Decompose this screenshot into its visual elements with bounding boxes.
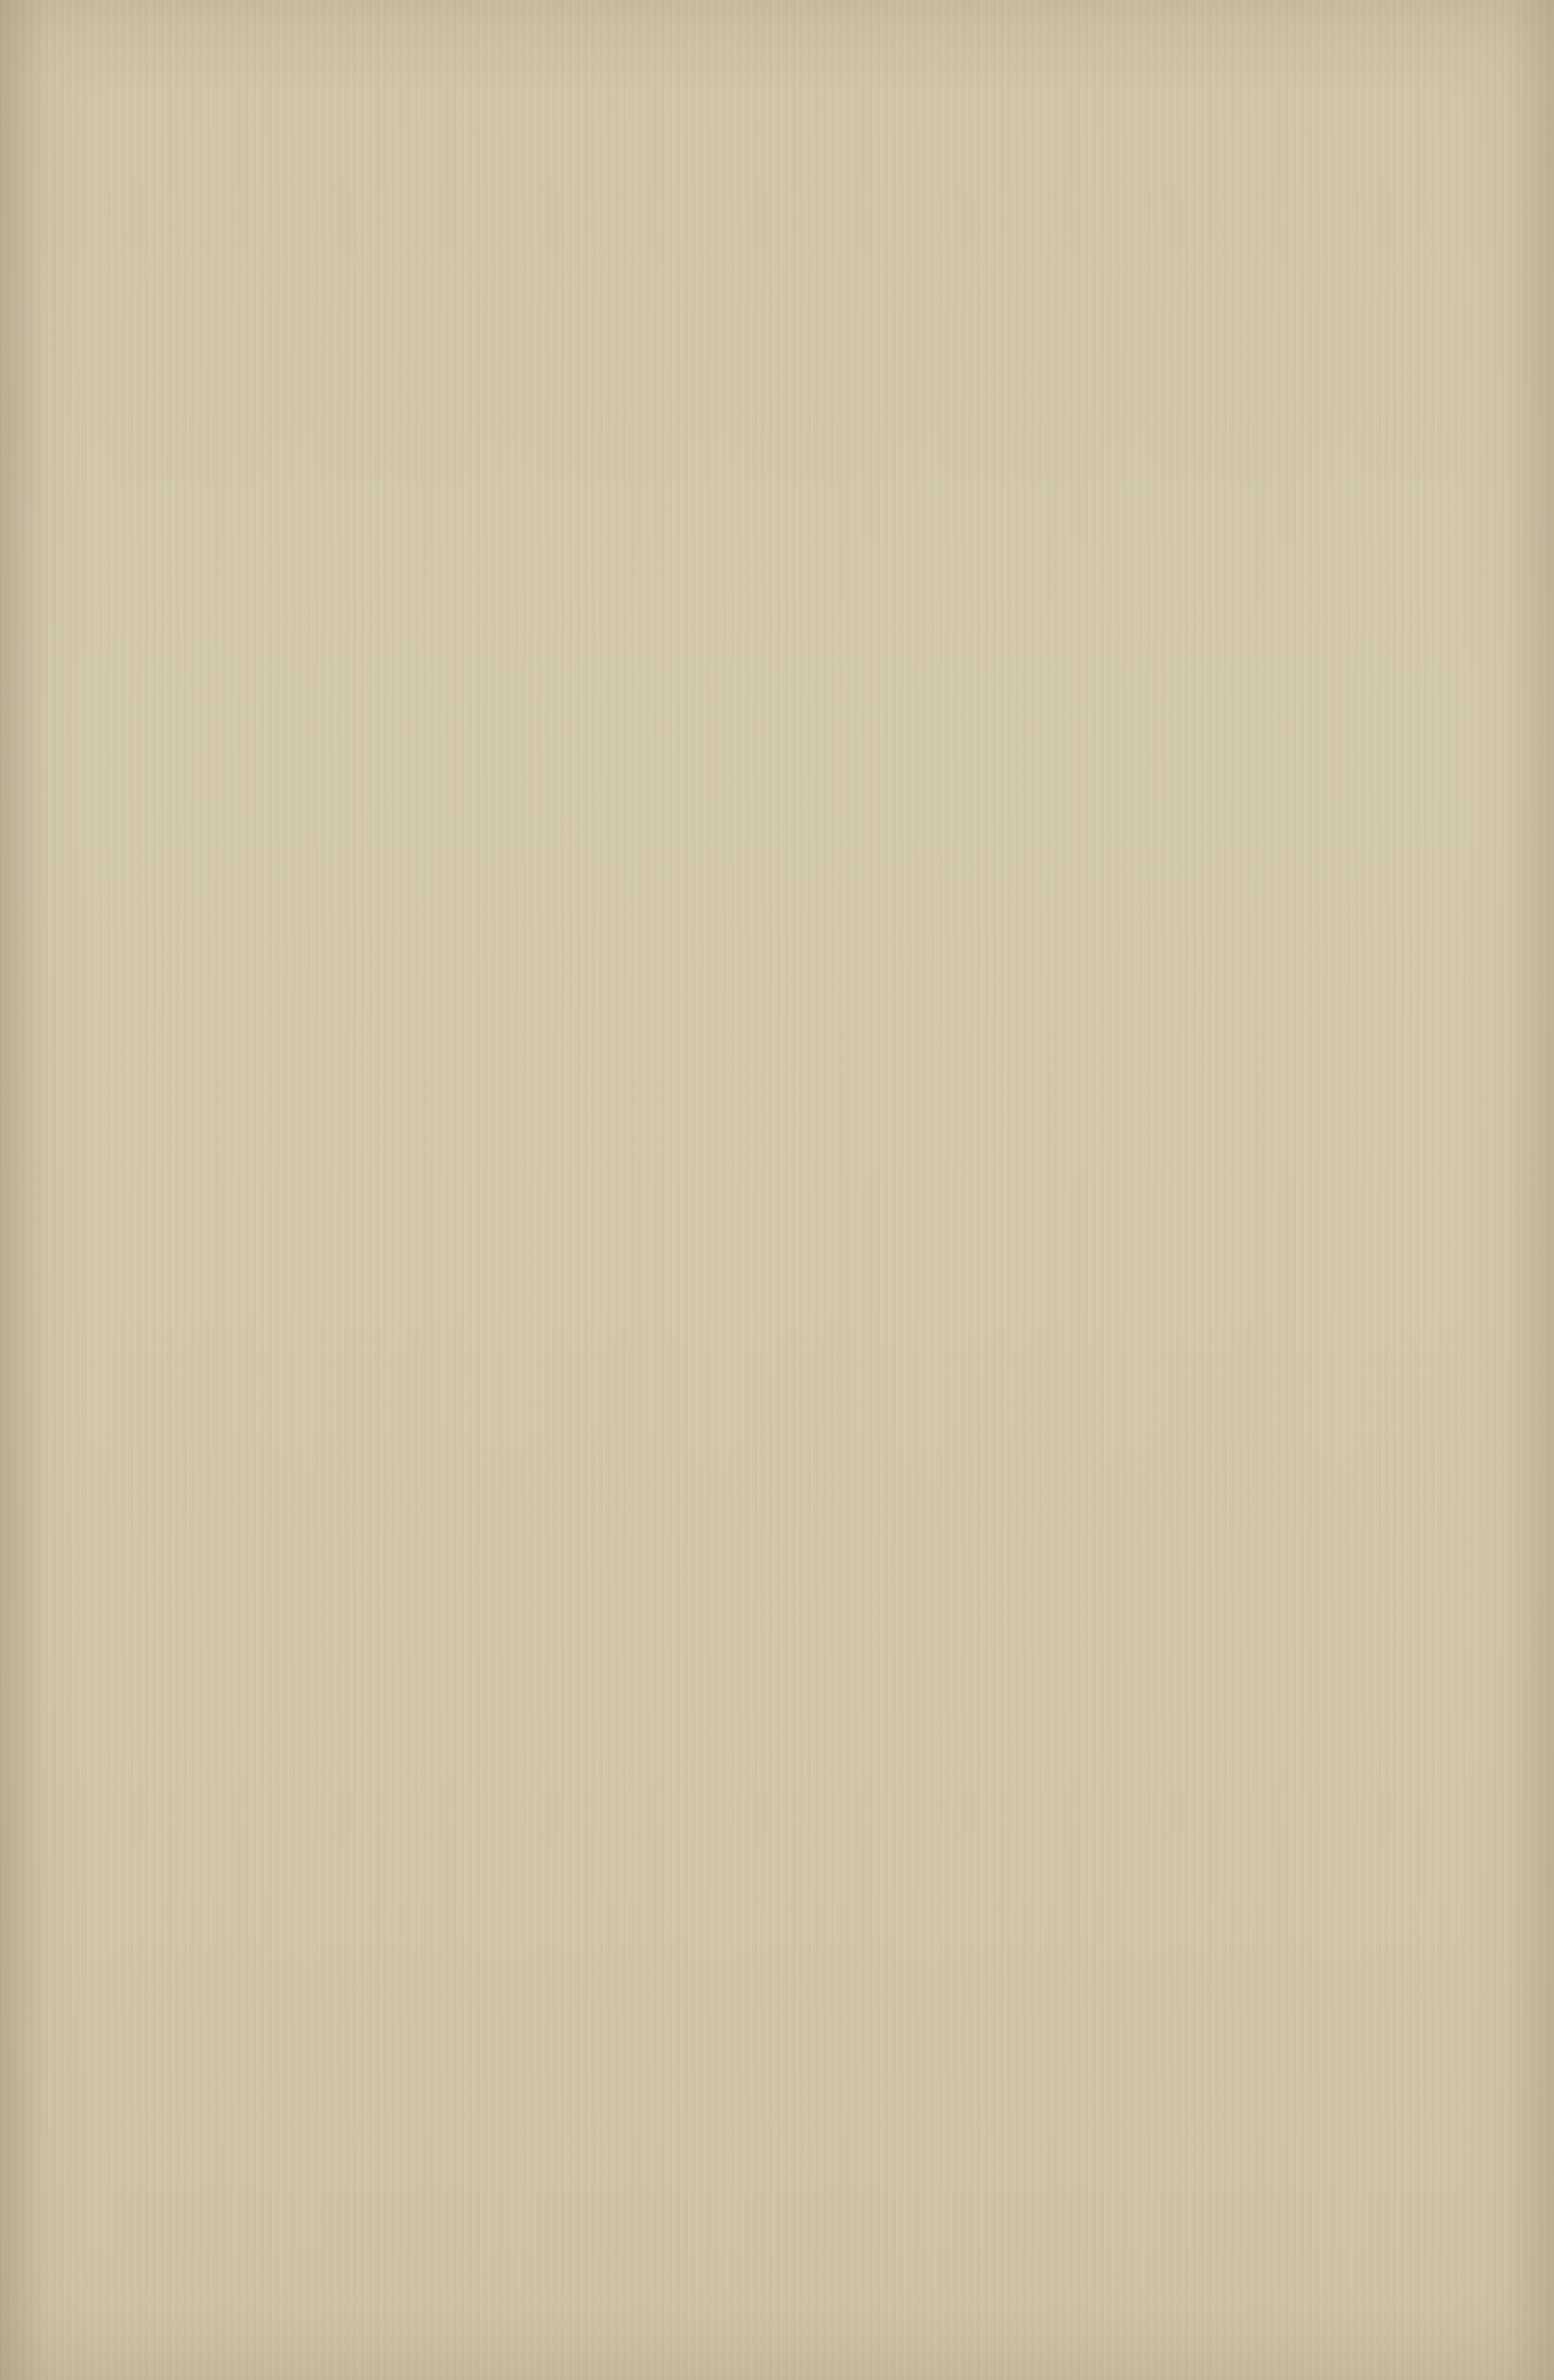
section-heading bbox=[179, 330, 1307, 379]
running-header bbox=[179, 151, 1307, 200]
text-column bbox=[179, 231, 1307, 450]
